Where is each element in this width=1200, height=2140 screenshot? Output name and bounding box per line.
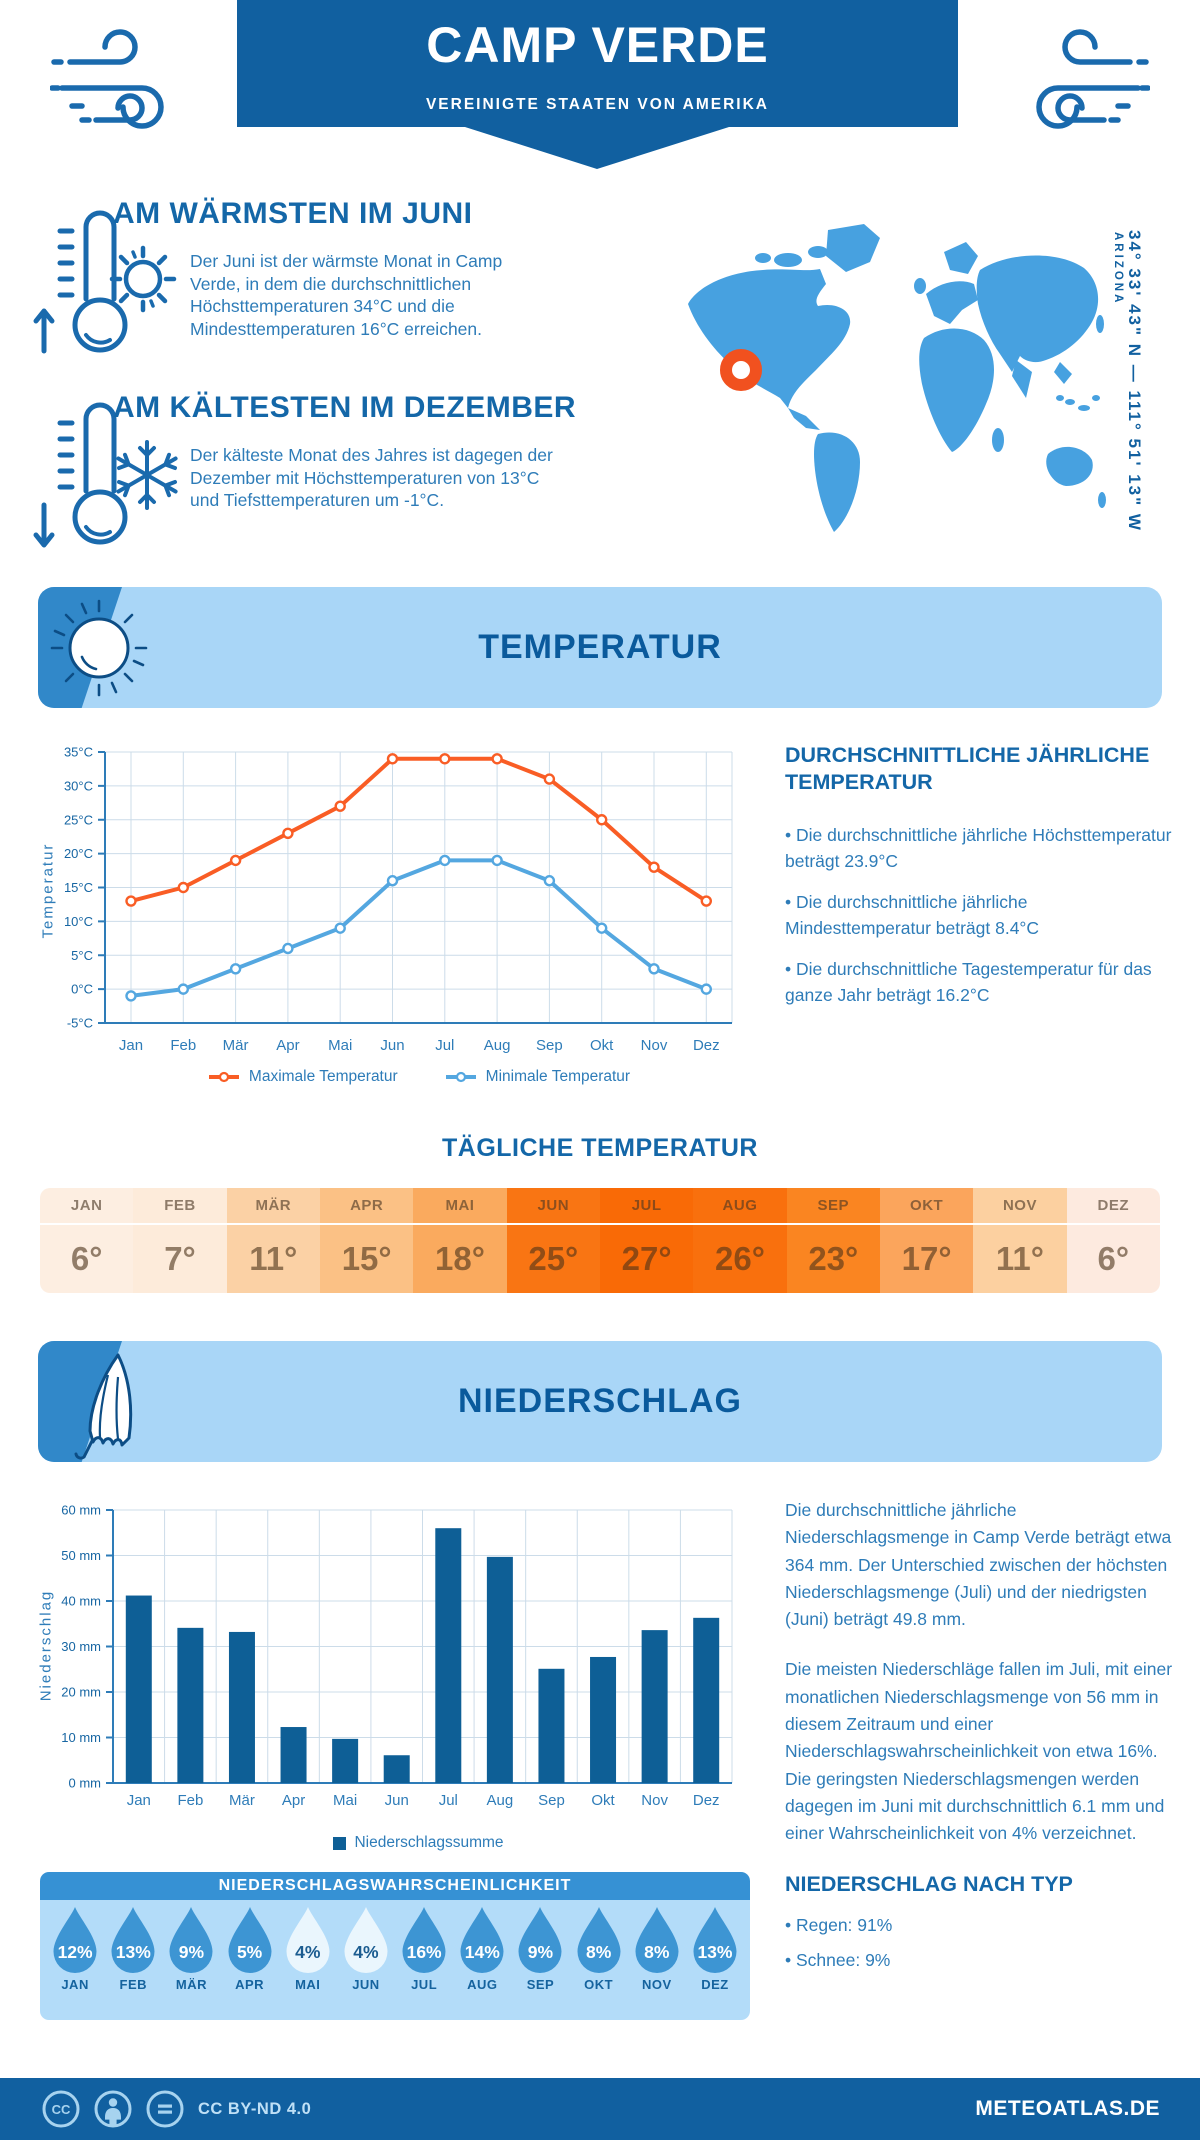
svg-text:0°C: 0°C: [71, 981, 93, 997]
droplet-icon: [517, 1906, 563, 1974]
precip-paragraph-1: Die durchschnittliche jährliche Niederschlagsmenge in Camp Verde beträgt etwa 364 mm. Der Unterschied zwischen der höchsten Niederschlagsmenge (Juli) und der niedrigsten (Juni) beträgt 49.8 mm.: [785, 1500, 1172, 1630]
droplet-icon: [227, 1906, 273, 1974]
svg-text:10°C: 10°C: [63, 913, 93, 929]
daily-table-column: [1067, 1188, 1160, 1293]
legend-line-swatch: [444, 1071, 478, 1083]
droplet-column: [686, 1906, 744, 2016]
temperature-section-title: TEMPERATUR: [478, 628, 722, 666]
license-text: CC BY-ND 4.0: [198, 2099, 312, 2118]
droplet-column: [570, 1906, 628, 2016]
banner-point: [465, 127, 729, 169]
droplet-month: OKT: [584, 1977, 614, 1992]
daily-table-column: [880, 1188, 973, 1293]
precipitation-section-title: NIEDERSCHLAG: [457, 1382, 743, 1420]
svg-text:5°C: 5°C: [71, 947, 93, 963]
daily-table-column: [973, 1188, 1066, 1293]
legend-item: [444, 1068, 630, 1086]
annual-mean-bullet: • Die durchschnittliche Tagestemperatur für das ganze Jahr beträgt 16.2°C: [785, 959, 1152, 1005]
droplet-icon: [52, 1906, 98, 1974]
droplet-column: [162, 1906, 220, 2016]
droplet-column: [628, 1906, 686, 2016]
droplet-percentage: 4%: [353, 1942, 379, 1962]
droplet-percentage: 8%: [644, 1942, 670, 1962]
droplet-month: DEZ: [701, 1977, 729, 1992]
droplet-icon: [459, 1906, 505, 1974]
svg-text:20°C: 20°C: [63, 846, 93, 862]
droplet-column: [279, 1906, 337, 2016]
svg-text:-5°C: -5°C: [66, 1015, 93, 1031]
precipitation-probability-strip: [40, 1872, 750, 2020]
svg-text:15°C: 15°C: [63, 880, 93, 895]
legend-item: [333, 1834, 503, 1852]
daily-table-month: MAI: [413, 1188, 506, 1225]
droplet-percentage: 9%: [178, 1942, 205, 1962]
temperature-section-band: [38, 587, 1162, 708]
annual-max-bullet: • Die durchschnittliche jährliche Höchsttemperatur beträgt 23.9°C: [785, 825, 1172, 871]
droplet-month: JUN: [352, 1977, 380, 1992]
droplet-percentage: 5%: [236, 1942, 263, 1962]
daily-table-month: APR: [320, 1188, 413, 1225]
precipitation-bar-chart: [60, 1495, 750, 1815]
svg-text:Dez: Dez: [692, 1037, 720, 1054]
droplet-month: JAN: [61, 1977, 89, 1992]
daily-table-column: [40, 1188, 133, 1293]
daily-temperature-title: TÄGLICHE TEMPERATUR: [442, 1134, 758, 1162]
svg-text:Apr: Apr: [281, 1792, 306, 1809]
svg-text:Mai: Mai: [328, 1037, 353, 1054]
daily-table-value: 25°: [507, 1225, 600, 1293]
droplet-icon: [576, 1906, 622, 1974]
daily-table-month: JUL: [600, 1188, 693, 1225]
daily-table-month: OKT: [880, 1188, 973, 1225]
svg-text:Mai: Mai: [333, 1792, 358, 1809]
svg-text:CC: CC: [51, 2102, 71, 2117]
legend-line-swatch: [207, 1071, 241, 1083]
daily-table-column: [320, 1188, 413, 1293]
daily-table-value: 6°: [1067, 1225, 1160, 1293]
droplet-icon: [343, 1906, 389, 1974]
equals-icon: [144, 2088, 186, 2130]
svg-text:Aug: Aug: [486, 1792, 514, 1809]
location-coordinates: [1112, 230, 1144, 560]
snowflake-icon: [110, 438, 184, 512]
svg-text:Mär: Mär: [229, 1792, 255, 1809]
droplet-column: [395, 1906, 453, 2016]
daily-table-value: 17°: [880, 1225, 973, 1293]
temperature-chart-legend: [105, 1068, 732, 1086]
droplet-percentage: 4%: [295, 1942, 321, 1962]
daily-table-month: JUN: [507, 1188, 600, 1225]
world-map: [668, 212, 1108, 547]
daily-table-month: MÄR: [227, 1188, 320, 1225]
page-subtitle: VEREINIGTE STAATEN VON AMERIKA: [425, 96, 770, 113]
svg-text:Dez: Dez: [692, 1792, 720, 1809]
svg-text:60 mm: 60 mm: [61, 1502, 101, 1518]
daily-table-column: [787, 1188, 880, 1293]
legend-label: Minimale Temperatur: [485, 1068, 631, 1085]
daily-table-value: 6°: [40, 1225, 133, 1293]
svg-text:35°C: 35°C: [63, 744, 93, 760]
legend-label: Niederschlagssumme: [354, 1834, 504, 1851]
daily-table-month: FEB: [133, 1188, 226, 1225]
droplet-column: [46, 1906, 104, 2016]
temp-chart-ylabel: Temperatur: [39, 842, 57, 939]
droplet-column: [221, 1906, 279, 2016]
svg-text:30°C: 30°C: [63, 778, 93, 794]
svg-text:Jun: Jun: [380, 1037, 405, 1054]
svg-text:Okt: Okt: [590, 1037, 614, 1054]
droplet-percentage: 14%: [464, 1942, 500, 1962]
daily-table-value: 18°: [413, 1225, 506, 1293]
daily-table-value: 11°: [973, 1225, 1066, 1293]
droplet-percentage: 12%: [57, 1942, 93, 1962]
droplet-month: FEB: [119, 1977, 147, 1992]
svg-text:Sep: Sep: [538, 1792, 565, 1809]
daily-table-column: [507, 1188, 600, 1293]
precipitation-summary: [785, 1497, 1173, 1982]
droplet-percentage: 13%: [697, 1942, 733, 1962]
droplet-month: APR: [235, 1977, 265, 1992]
droplet-month: NOV: [641, 1977, 672, 1992]
sun-icon: [103, 238, 183, 320]
daily-table-value: 27°: [600, 1225, 693, 1293]
site-name: METEOATLAS.DE: [975, 2097, 1160, 2120]
legend-label: Maximale Temperatur: [248, 1068, 398, 1085]
svg-text:40 mm: 40 mm: [61, 1593, 101, 1609]
region-text: ARIZONA: [1112, 232, 1124, 306]
daily-table-column: [227, 1188, 320, 1293]
warmest-heading: AM WÄRMSTEN IM JUNI: [113, 197, 473, 230]
precipitation-chart-legend: [105, 1834, 732, 1852]
snow-share-bullet: • Schnee: 9%: [785, 1949, 891, 1970]
svg-text:10 mm: 10 mm: [61, 1730, 101, 1745]
daily-table-column: [133, 1188, 226, 1293]
droplet-column: [453, 1906, 511, 2016]
annual-temperature-summary: [785, 742, 1173, 1023]
wind-icon: [50, 22, 185, 134]
legend-item: [207, 1068, 398, 1086]
daily-table-month: DEZ: [1067, 1188, 1160, 1225]
svg-text:Jul: Jul: [435, 1037, 455, 1054]
daily-table-value: 15°: [320, 1225, 413, 1293]
droplet-month: MAI: [295, 1977, 321, 1992]
droplet-icon: [401, 1906, 447, 1974]
droplet-month: SEP: [526, 1977, 555, 1992]
daily-table-column: [413, 1188, 506, 1293]
footer: [0, 2078, 1200, 2140]
svg-text:Jan: Jan: [126, 1792, 151, 1809]
svg-text:Aug: Aug: [483, 1037, 511, 1054]
svg-text:20 mm: 20 mm: [61, 1684, 101, 1700]
precipitation-section-band: [38, 1341, 1162, 1462]
svg-text:50 mm: 50 mm: [61, 1548, 101, 1563]
svg-text:Feb: Feb: [170, 1037, 197, 1054]
coordinates-text: 34° 33' 43" N — 111° 51' 13" W: [1125, 230, 1144, 532]
daily-temperature-table: [40, 1188, 1160, 1293]
droplet-month: JUL: [411, 1977, 438, 1992]
coldest-text: Der kälteste Monat des Jahres ist dagegen der Dezember mit Höchsttemperaturen von 13°C und Tiefsttemperaturen um -1°C.: [190, 445, 553, 510]
page-title: CAMP VERDE: [426, 17, 769, 73]
header-banner: [237, 0, 958, 127]
svg-text:Okt: Okt: [591, 1792, 615, 1809]
license-icons: [40, 2088, 186, 2130]
svg-text:0 mm: 0 mm: [68, 1775, 101, 1791]
daily-table-value: 7°: [133, 1225, 226, 1293]
cc-icon: [40, 2088, 82, 2130]
droplet-percentage: 9%: [527, 1942, 554, 1962]
daily-table-month: NOV: [973, 1188, 1066, 1225]
svg-text:Sep: Sep: [536, 1037, 563, 1054]
person-icon: [92, 2088, 134, 2130]
coldest-heading: AM KÄLTESTEN IM DEZEMBER: [113, 391, 577, 424]
svg-text:30 mm: 30 mm: [61, 1639, 101, 1654]
svg-text:Nov: Nov: [640, 1037, 668, 1054]
daily-table-month: SEP: [787, 1188, 880, 1225]
svg-text:Feb: Feb: [177, 1792, 204, 1809]
warmest-text: Der Juni ist der wärmste Monat in Camp Verde, in dem die durchschnittlichen Höchsttemperaturen 34°C und die Mindesttemperaturen 16°C erreichen.: [190, 251, 503, 339]
droplet-column: [104, 1906, 162, 2016]
droplet-icon: [168, 1906, 214, 1974]
annual-min-bullet: • Die durchschnittliche jährliche Mindesttemperatur beträgt 8.4°C: [785, 892, 1040, 938]
svg-text:Mär: Mär: [222, 1037, 249, 1054]
probability-strip-title: NIEDERSCHLAGSWAHRSCHEINLICHKEIT: [40, 1872, 750, 1900]
location-marker: [726, 355, 756, 385]
droplet-percentage: 16%: [406, 1942, 442, 1962]
droplet-month: AUG: [467, 1977, 498, 1992]
svg-text:Jul: Jul: [438, 1792, 458, 1809]
precip-paragraph-2: Die meisten Niederschläge fallen im Juli, mit einer monatlichen Niederschlagsmenge von 56 mm in diesem Zeitraum und einer Niederschlagswahrscheinlichkeit von etwa 16%. Die geringsten Niederschlagsmengen werden dagegen im Juni mit durchschnittlich 6.1 mm und einer Wahrscheinlichkeit von 4% verzeichnet.: [785, 1659, 1173, 1844]
daily-table-value: 11°: [227, 1225, 320, 1293]
precip-chart-ylabel: Niederschlag: [37, 1589, 55, 1702]
droplet-icon: [692, 1906, 738, 1974]
legend-square-swatch: [333, 1837, 346, 1850]
daily-table-month: JAN: [40, 1188, 133, 1225]
svg-text:Jun: Jun: [384, 1792, 409, 1809]
droplet-percentage: 8%: [585, 1942, 612, 1962]
droplet-month: MÄR: [175, 1977, 207, 1992]
daily-table-column: [600, 1188, 693, 1293]
precip-by-type-heading: NIEDERSCHLAG NACH TYP: [785, 1871, 1073, 1896]
rain-share-bullet: • Regen: 91%: [785, 1914, 893, 1935]
wind-icon: [1015, 22, 1150, 134]
droplet-column: [511, 1906, 569, 2016]
droplet-percentage: 13%: [115, 1942, 151, 1962]
daily-table-month: AUG: [693, 1188, 786, 1225]
droplet-column: [337, 1906, 395, 2016]
temperature-line-chart: [60, 735, 750, 1065]
svg-text:Jan: Jan: [118, 1037, 144, 1054]
daily-table-column: [693, 1188, 786, 1293]
daily-table-value: 23°: [787, 1225, 880, 1293]
daily-table-value: 26°: [693, 1225, 786, 1293]
droplet-icon: [634, 1906, 680, 1974]
svg-text:Nov: Nov: [641, 1792, 668, 1809]
droplet-icon: [285, 1906, 331, 1974]
probability-droplets: [40, 1900, 750, 2020]
svg-text:25°C: 25°C: [63, 812, 93, 828]
svg-text:Apr: Apr: [276, 1037, 300, 1054]
droplet-icon: [110, 1906, 156, 1974]
annual-temperature-heading: DURCHSCHNITTLICHE JÄHRLICHE TEMPERATUR: [785, 743, 1150, 794]
